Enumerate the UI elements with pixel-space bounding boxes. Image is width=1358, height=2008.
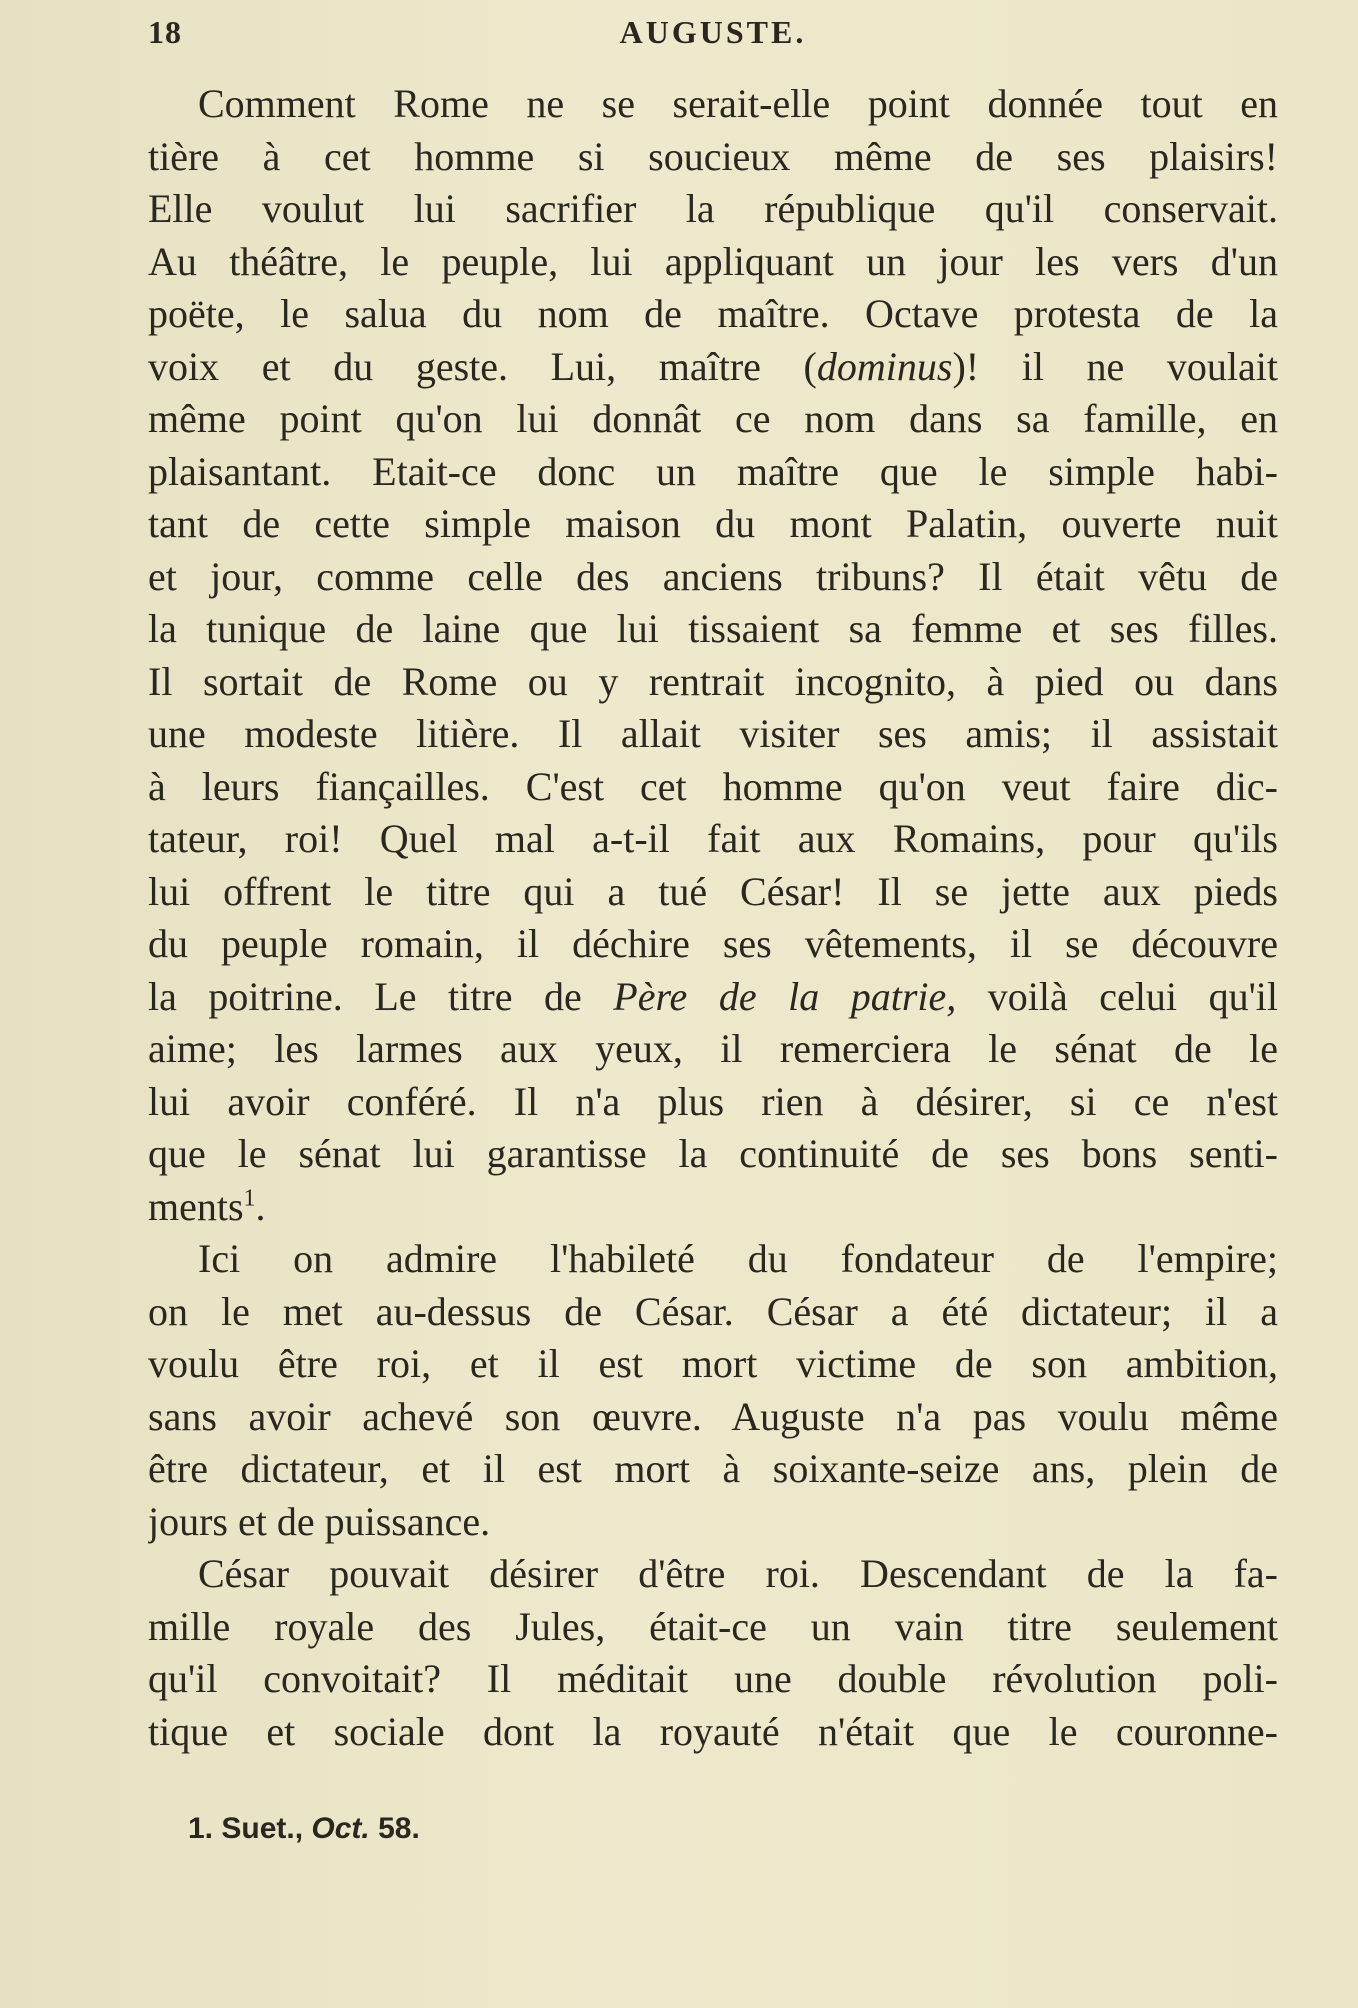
text-line: la tunique de laine que lui tissaient sa femme et ses filles. <box>148 606 1278 651</box>
text-run: la poitrine. Le titre de <box>148 973 614 1019</box>
text-line: qu'il convoitait? Il méditait une double révolution poli- <box>148 1656 1278 1701</box>
text-line: aime; les larmes aux yeux, il remerciera le sénat de le <box>148 1026 1278 1071</box>
text-line: poëte, le salua du nom de maître. Octave protesta de la <box>148 291 1278 336</box>
text-line <box>148 1181 1278 1234</box>
text-line: lui offrent le titre qui a tué César! Il se jette aux pieds <box>148 868 1278 914</box>
italic-term: Père de la patrie, <box>613 973 957 1019</box>
text-line <box>148 971 1278 1024</box>
footnote-reference[interactable]: 1 <box>243 1185 256 1212</box>
text-line: Elle voulut lui sacrifier la république qu'il conservait. <box>148 186 1278 231</box>
body-text <box>148 78 1278 1758</box>
text-line: du peuple romain, il déchire ses vêtements, il se découvre <box>148 921 1278 966</box>
text-line: Il sortait de Rome ou y rentrait incognito, à pied ou dans <box>148 658 1278 704</box>
text-line: voulu être roi, et il est mort victime de son ambition, <box>148 1341 1278 1386</box>
text-run: voilà celui qu'il <box>956 973 1278 1019</box>
text-run: voix et du geste. Lui, maître ( <box>148 343 817 389</box>
text-run: ments <box>148 1183 244 1229</box>
text-line: jours et de puissance. <box>148 1498 491 1544</box>
text-line: César pouvait désirer d'être roi. Descendant de la fa- <box>198 1551 1278 1596</box>
text-line: même point qu'on lui donnât ce nom dans sa famille, en <box>148 396 1278 441</box>
text-run: . <box>255 1183 266 1229</box>
text-line: Au théâtre, le peuple, lui appliquant un jour les vers d'un <box>148 238 1278 284</box>
text-line: tateur, roi! Quel mal a-t-il fait aux Romains, pour qu'ils <box>148 816 1278 861</box>
text-line <box>148 341 1278 394</box>
text-line: sans avoir achevé son œuvre. Auguste n'a pas voulu même <box>148 1393 1278 1439</box>
text-line: être dictateur, et il est mort à soixante-seize ans, plein de <box>148 1446 1278 1491</box>
running-head <box>148 14 1278 64</box>
text-line: et jour, comme celle des anciens tribuns? Il était vêtu de <box>148 553 1278 599</box>
text-line: tant de cette simple maison du mont Palatin, ouverte nuit <box>148 501 1278 546</box>
footnote-number: 1. <box>188 1812 214 1845</box>
text-line: tière à cet homme si soucieux même de ses plaisirs! <box>148 133 1278 179</box>
footnote-ref: 58. <box>378 1812 420 1845</box>
footnote-author: Suet., <box>221 1812 304 1845</box>
footnote <box>188 1812 420 1846</box>
text-line: tique et sociale dont la royauté n'était que le couronne- <box>148 1708 1278 1754</box>
text-line: une modeste litière. Il allait visiter ses amis; il assistait <box>148 711 1278 756</box>
text-line: Ici on admire l'habileté du fondateur de l'empire; <box>198 1236 1278 1281</box>
text-line: lui avoir conféré. Il n'a plus rien à désirer, si ce n'est <box>148 1078 1278 1124</box>
italic-term: dominus <box>816 343 953 389</box>
text-line: mille royale des Jules, était-ce un vain titre seulement <box>148 1603 1278 1649</box>
running-title: AUGUSTE. <box>619 14 807 50</box>
text-run: )! il ne voulait <box>952 343 1278 389</box>
text-line: que le sénat lui garantisse la continuité de ses bons senti- <box>148 1131 1278 1176</box>
text-line: Comment Rome ne se serait-elle point donnée tout en <box>198 81 1278 126</box>
text-line: à leurs fiançailles. C'est cet homme qu'on veut faire dic- <box>148 763 1278 809</box>
text-line: on le met au-dessus de César. César a été dictateur; il a <box>148 1288 1278 1334</box>
page-number: 18 <box>148 14 182 50</box>
text-line: plaisantant. Etait-ce donc un maître que le simple habi- <box>148 448 1278 494</box>
footnote-work: Oct. <box>311 1812 370 1845</box>
